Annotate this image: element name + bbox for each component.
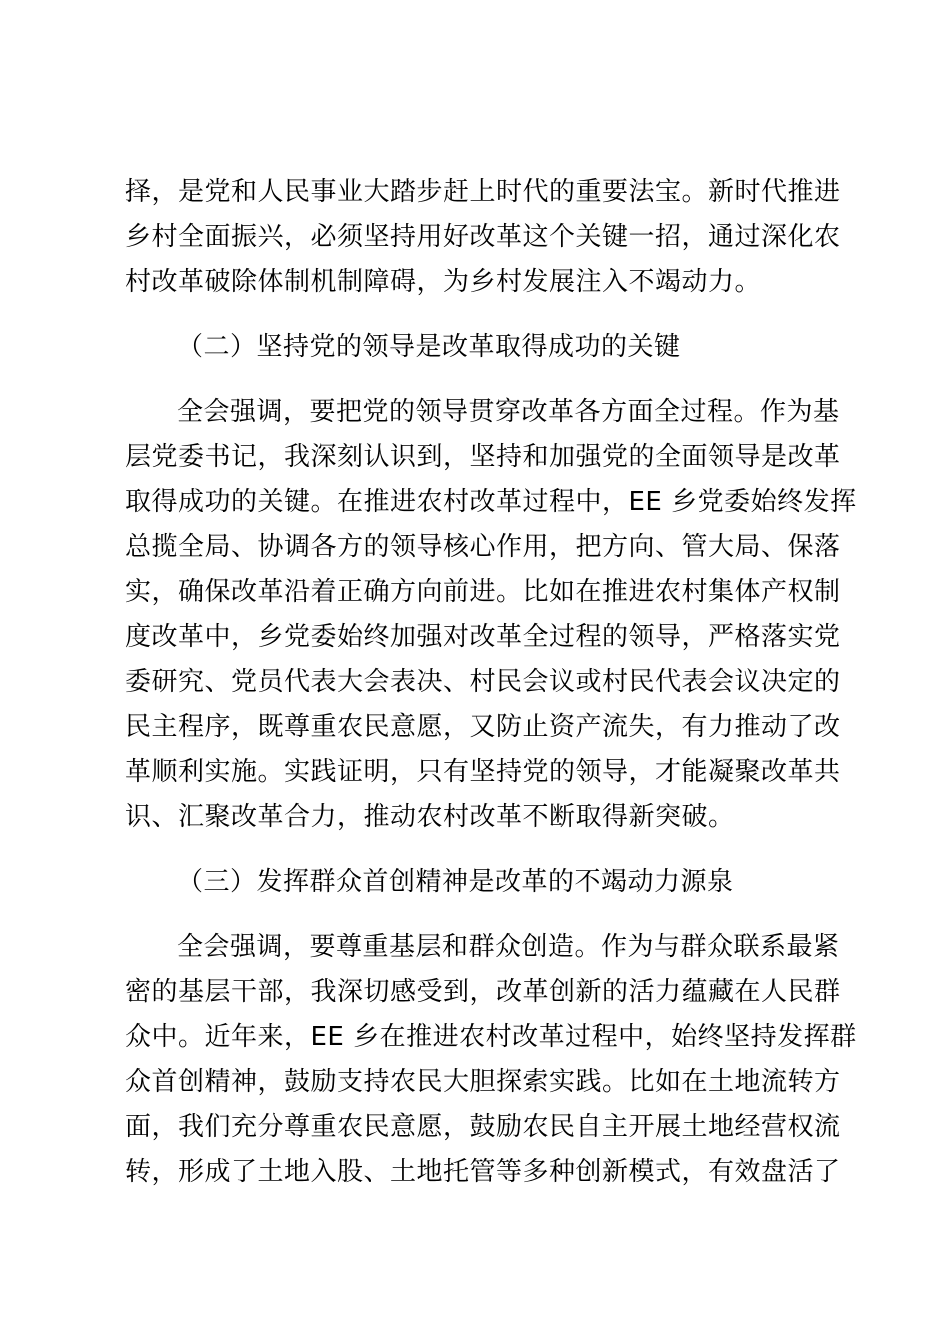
- paragraph-line: 众中。近年来，EE 乡在推进农村改革过程中，始终坚持发挥群: [125, 1022, 857, 1052]
- paragraph-2: [125, 390, 857, 840]
- paragraph-line: 革顺利实施。实践证明，只有坚持党的领导，才能凝聚改革共: [125, 757, 841, 787]
- paragraph-line: 取得成功的关键。在推进农村改革过程中，EE 乡党委始终发挥: [125, 487, 857, 517]
- paragraph-line: 面，我们充分尊重农民意愿，鼓励农民自主开展土地经营权流: [125, 1112, 841, 1142]
- paragraph-line: 密的基层干部，我深切感受到，改革创新的活力蕴藏在人民群: [125, 977, 841, 1007]
- paragraph-line: 识、汇聚改革合力，推动农村改革不断取得新突破。: [125, 802, 735, 832]
- paragraph-line: 度改革中，乡党委始终加强对改革全过程的领导，严格落实党: [125, 622, 841, 652]
- paragraph-line: 总揽全局、协调各方的领导核心作用，把方向、管大局、保落: [125, 532, 841, 562]
- paragraph-line: 转，形成了土地入股、土地托管等多种创新模式，有效盘活了: [125, 1157, 841, 1187]
- paragraph-line: 层党委书记，我深刻认识到，坚持和加强党的全面领导是改革: [125, 442, 841, 472]
- paragraph-3: [125, 925, 857, 1195]
- section-heading-3: （三）发挥群众首创精神是改革的不竭动力源泉: [177, 867, 734, 897]
- paragraph-line: 择，是党和人民事业大踏步赶上时代的重要法宝。新时代推进: [125, 177, 841, 207]
- paragraph-line: 全会强调，要尊重基层和群众创造。作为与群众联系最紧: [177, 932, 840, 962]
- paragraph-line: 乡村全面振兴，必须坚持用好改革这个关键一招，通过深化农: [125, 222, 841, 252]
- paragraph-line: 民主程序，既尊重农民意愿，又防止资产流失，有力推动了改: [125, 712, 841, 742]
- paragraph-line: 全会强调，要把党的领导贯穿改革各方面全过程。作为基: [177, 397, 840, 427]
- paragraph-line: 委研究、党员代表大会表决、村民会议或村民代表会议决定的: [125, 667, 841, 697]
- document-body: [125, 170, 857, 1195]
- paragraph-line: 村改革破除体制机制障碍，为乡村发展注入不竭动力。: [125, 267, 762, 297]
- section-heading-2: （二）坚持党的领导是改革取得成功的关键: [177, 332, 681, 362]
- paragraph-line: 众首创精神，鼓励支持农民大胆探索实践。比如在土地流转方: [125, 1067, 841, 1097]
- paragraph-line: 实，确保改革沿着正确方向前进。比如在推进农村集体产权制: [125, 577, 841, 607]
- paragraph-1: [125, 170, 841, 305]
